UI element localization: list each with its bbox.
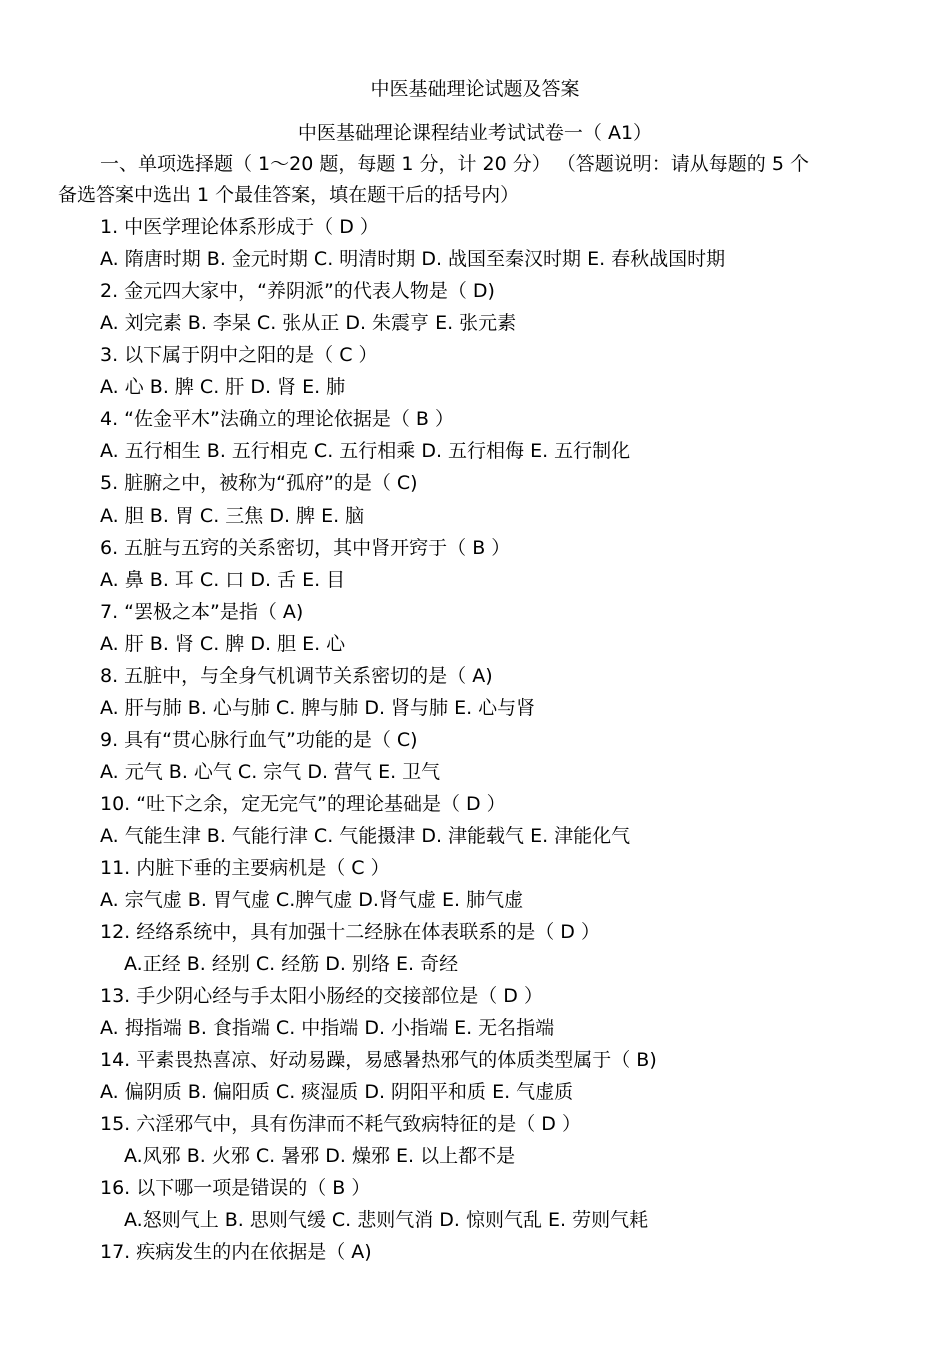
section-intro-line-2: 备选答案中选出 1 个最佳答案，填在题干后的括号内）	[58, 184, 520, 206]
question-options: A. 肝与肺 B. 心与肺 C. 脾与肺 D. 肾与肺 E. 心与肾	[100, 697, 536, 719]
question-options: A. 偏阴质 B. 偏阳质 C. 痰湿质 D. 阴阳平和质 E. 气虚质	[100, 1081, 574, 1103]
question-stem: 11. 内脏下垂的主要病机是（ C ）	[100, 857, 390, 879]
question-stem: 3. 以下属于阴中之阳的是（ C ）	[100, 344, 378, 366]
question-stem: 9. 具有“贯心脉行血气”功能的是（ C)	[100, 729, 418, 751]
question-stem: 14. 平素畏热喜凉、好动易躁，易感暑热邪气的体质类型属于（ B)	[100, 1049, 657, 1071]
question-stem: 7. “罢极之本”是指（ A)	[100, 601, 304, 623]
question-options: A. 宗气虚 B. 胃气虚 C.脾气虚 D.肾气虚 E. 肺气虚	[100, 889, 524, 911]
question-stem: 12. 经络系统中，具有加强十二经脉在体表联系的是（ D ）	[100, 921, 600, 943]
question-stem: 17. 疾病发生的内在依据是（ A)	[100, 1241, 372, 1263]
question-options: A.风邪 B. 火邪 C. 暑邪 D. 燥邪 E. 以上都不是	[124, 1145, 516, 1167]
question-options: A. 气能生津 B. 气能行津 C. 气能摄津 D. 津能载气 E. 津能化气	[100, 825, 631, 847]
question-stem: 6. 五脏与五窍的关系密切，其中肾开窍于（ B ）	[100, 537, 511, 559]
question-stem: 8. 五脏中，与全身气机调节关系密切的是（ A)	[100, 665, 493, 687]
question-options: A. 拇指端 B. 食指端 C. 中指端 D. 小指端 E. 无名指端	[100, 1017, 555, 1039]
question-stem: 15. 六淫邪气中，具有伤津而不耗气致病特征的是（ D ）	[100, 1113, 581, 1135]
question-options: A.怒则气上 B. 思则气缓 C. 悲则气消 D. 惊则气乱 E. 劳则气耗	[124, 1209, 649, 1231]
question-options: A. 五行相生 B. 五行相克 C. 五行相乘 D. 五行相侮 E. 五行制化	[100, 440, 631, 462]
question-options: A. 鼻 B. 耳 C. 口 D. 舌 E. 目	[100, 569, 346, 591]
question-stem: 1. 中医学理论体系形成于（ D ）	[100, 216, 379, 238]
exam-subtitle: 中医基础理论课程结业考试试卷一（ A1）	[297, 122, 653, 144]
question-stem: 5. 脏腑之中，被称为“孤府”的是（ C)	[100, 472, 418, 494]
question-stem: 2. 金元四大家中，“养阴派”的代表人物是（ D)	[100, 280, 495, 302]
question-options: A. 肝 B. 肾 C. 脾 D. 胆 E. 心	[100, 633, 346, 655]
question-options: A. 心 B. 脾 C. 肝 D. 肾 E. 肺	[100, 376, 346, 398]
document-title: 中医基础理论试题及答案	[370, 78, 580, 100]
question-stem: 4. “佐金平木”法确立的理论依据是（ B ）	[100, 408, 454, 430]
question-stem: 10. “吐下之余，定无完气”的理论基础是（ D ）	[100, 793, 506, 815]
question-options: A.正经 B. 经别 C. 经筋 D. 别络 E. 奇经	[124, 953, 459, 975]
section-intro-line-1: 一、单项选择题（ 1～20 题，每题 1 分，计 20 分） （答题说明：请从每题的 5 个	[100, 153, 809, 175]
question-options: A. 刘完素 B. 李杲 C. 张从正 D. 朱震亨 E. 张元素	[100, 312, 517, 334]
question-options: A. 隋唐时期 B. 金元时期 C. 明清时期 D. 战国至秦汉时期 E. 春秋战国时期	[100, 248, 726, 270]
question-stem: 16. 以下哪一项是错误的（ B ）	[100, 1177, 371, 1199]
question-options: A. 胆 B. 胃 C. 三焦 D. 脾 E. 脑	[100, 505, 365, 527]
question-options: A. 元气 B. 心气 C. 宗气 D. 营气 E. 卫气	[100, 761, 441, 783]
question-stem: 13. 手少阴心经与手太阳小肠经的交接部位是（ D ）	[100, 985, 543, 1007]
